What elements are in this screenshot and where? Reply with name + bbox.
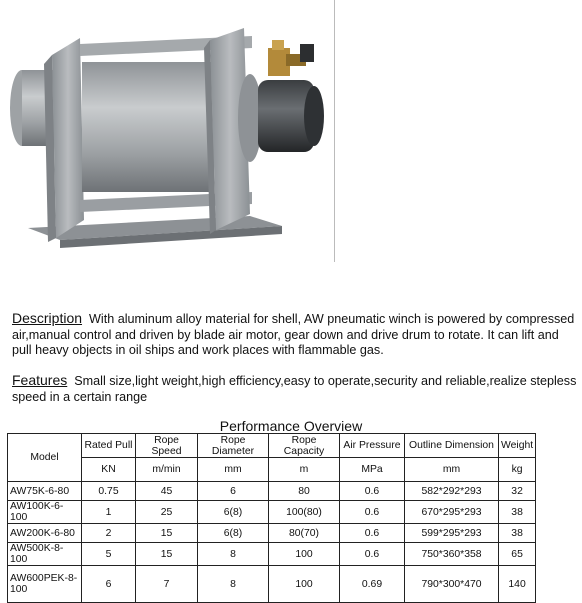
table-cell: 32 bbox=[499, 482, 536, 501]
table-caption: Performance Overview bbox=[219, 418, 363, 434]
table-cell: 6 bbox=[82, 566, 136, 603]
header-cell: Rated Pull bbox=[82, 434, 136, 458]
unit-cell: m/min bbox=[136, 458, 198, 482]
table-cell: 2 bbox=[82, 524, 136, 543]
table-cell: 100 bbox=[269, 566, 340, 603]
table-row bbox=[8, 482, 536, 501]
table-cell: 80(70) bbox=[269, 524, 340, 543]
table-cell: 80 bbox=[269, 482, 340, 501]
unit-cell: MPa bbox=[340, 458, 405, 482]
table-cell: 582*292*293 bbox=[405, 482, 499, 501]
table-cell: 6(8) bbox=[198, 524, 269, 543]
header-cell: Rope Speed bbox=[136, 434, 198, 458]
model-cell: AW100K-6-100 bbox=[8, 501, 82, 524]
table-cell: 1 bbox=[82, 501, 136, 524]
features-text: Small size,light weight,high efficiency,easy to operate,security and reliable,realize stepless speed in a certain range bbox=[12, 374, 577, 404]
table-cell: 15 bbox=[136, 543, 198, 566]
table-cell: 15 bbox=[136, 524, 198, 543]
unit-cell: m bbox=[269, 458, 340, 482]
description-block bbox=[12, 311, 580, 359]
header-cell: Rope Capacity bbox=[269, 434, 340, 458]
table-cell: 38 bbox=[499, 501, 536, 524]
unit-cell: kg bbox=[499, 458, 536, 482]
unit-cell: mm bbox=[405, 458, 499, 482]
table-cell: 8 bbox=[198, 543, 269, 566]
unit-cell: mm bbox=[198, 458, 269, 482]
model-cell: AW500K-8-100 bbox=[8, 543, 82, 566]
pneumatic-winch-image bbox=[0, 0, 582, 300]
product-photo bbox=[0, 0, 582, 300]
table-cell: 65 bbox=[499, 543, 536, 566]
table-cell: 750*360*358 bbox=[405, 543, 499, 566]
table-cell: 6(8) bbox=[198, 501, 269, 524]
header-cell: Rope Diameter bbox=[198, 434, 269, 458]
table-cell: 45 bbox=[136, 482, 198, 501]
table-cell: 5 bbox=[82, 543, 136, 566]
photo-divider bbox=[334, 0, 335, 262]
table-cell: 100 bbox=[269, 543, 340, 566]
table-cell: 140 bbox=[499, 566, 536, 603]
table-cell: 0.6 bbox=[340, 524, 405, 543]
table-cell: 0.69 bbox=[340, 566, 405, 603]
table-cell: 25 bbox=[136, 501, 198, 524]
description-heading: Description bbox=[12, 310, 83, 326]
features-heading: Features bbox=[12, 372, 68, 388]
unit-cell: KN bbox=[82, 458, 136, 482]
table-units-row bbox=[8, 458, 536, 482]
table-cell: 8 bbox=[198, 566, 269, 603]
model-cell: AW200K-6-80 bbox=[8, 524, 82, 543]
table-header-row bbox=[8, 434, 536, 458]
table-cell: 6 bbox=[198, 482, 269, 501]
table-row bbox=[8, 501, 536, 524]
header-cell: Outline Dimension bbox=[405, 434, 499, 458]
description-text: With aluminum alloy material for shell, AW pneumatic winch is powered by compressed air,manual control and driven by blade air motor, gear down and drive drum to rotate. It can lift and pull heavy objects in oil ships and work places with flammable gas. bbox=[12, 312, 575, 357]
header-cell: Weight bbox=[499, 434, 536, 458]
header-cell: Air Pressure bbox=[340, 434, 405, 458]
table-cell: 670*295*293 bbox=[405, 501, 499, 524]
features-block bbox=[12, 373, 580, 405]
table-cell: 0.75 bbox=[82, 482, 136, 501]
table-cell: 100(80) bbox=[269, 501, 340, 524]
table-cell: 38 bbox=[499, 524, 536, 543]
table-row bbox=[8, 566, 536, 603]
model-cell: AW75K-6-80 bbox=[8, 482, 82, 501]
table-cell: 0.6 bbox=[340, 482, 405, 501]
table-cell: 7 bbox=[136, 566, 198, 603]
table-cell: 0.6 bbox=[340, 501, 405, 524]
performance-table bbox=[7, 433, 536, 603]
table-cell: 790*300*470 bbox=[405, 566, 499, 603]
header-model: Model bbox=[8, 434, 82, 482]
table-row bbox=[8, 543, 536, 566]
table-cell: 0.6 bbox=[340, 543, 405, 566]
table-row bbox=[8, 524, 536, 543]
table-cell: 599*295*293 bbox=[405, 524, 499, 543]
model-cell: AW600PEK-8-100 bbox=[8, 566, 82, 603]
